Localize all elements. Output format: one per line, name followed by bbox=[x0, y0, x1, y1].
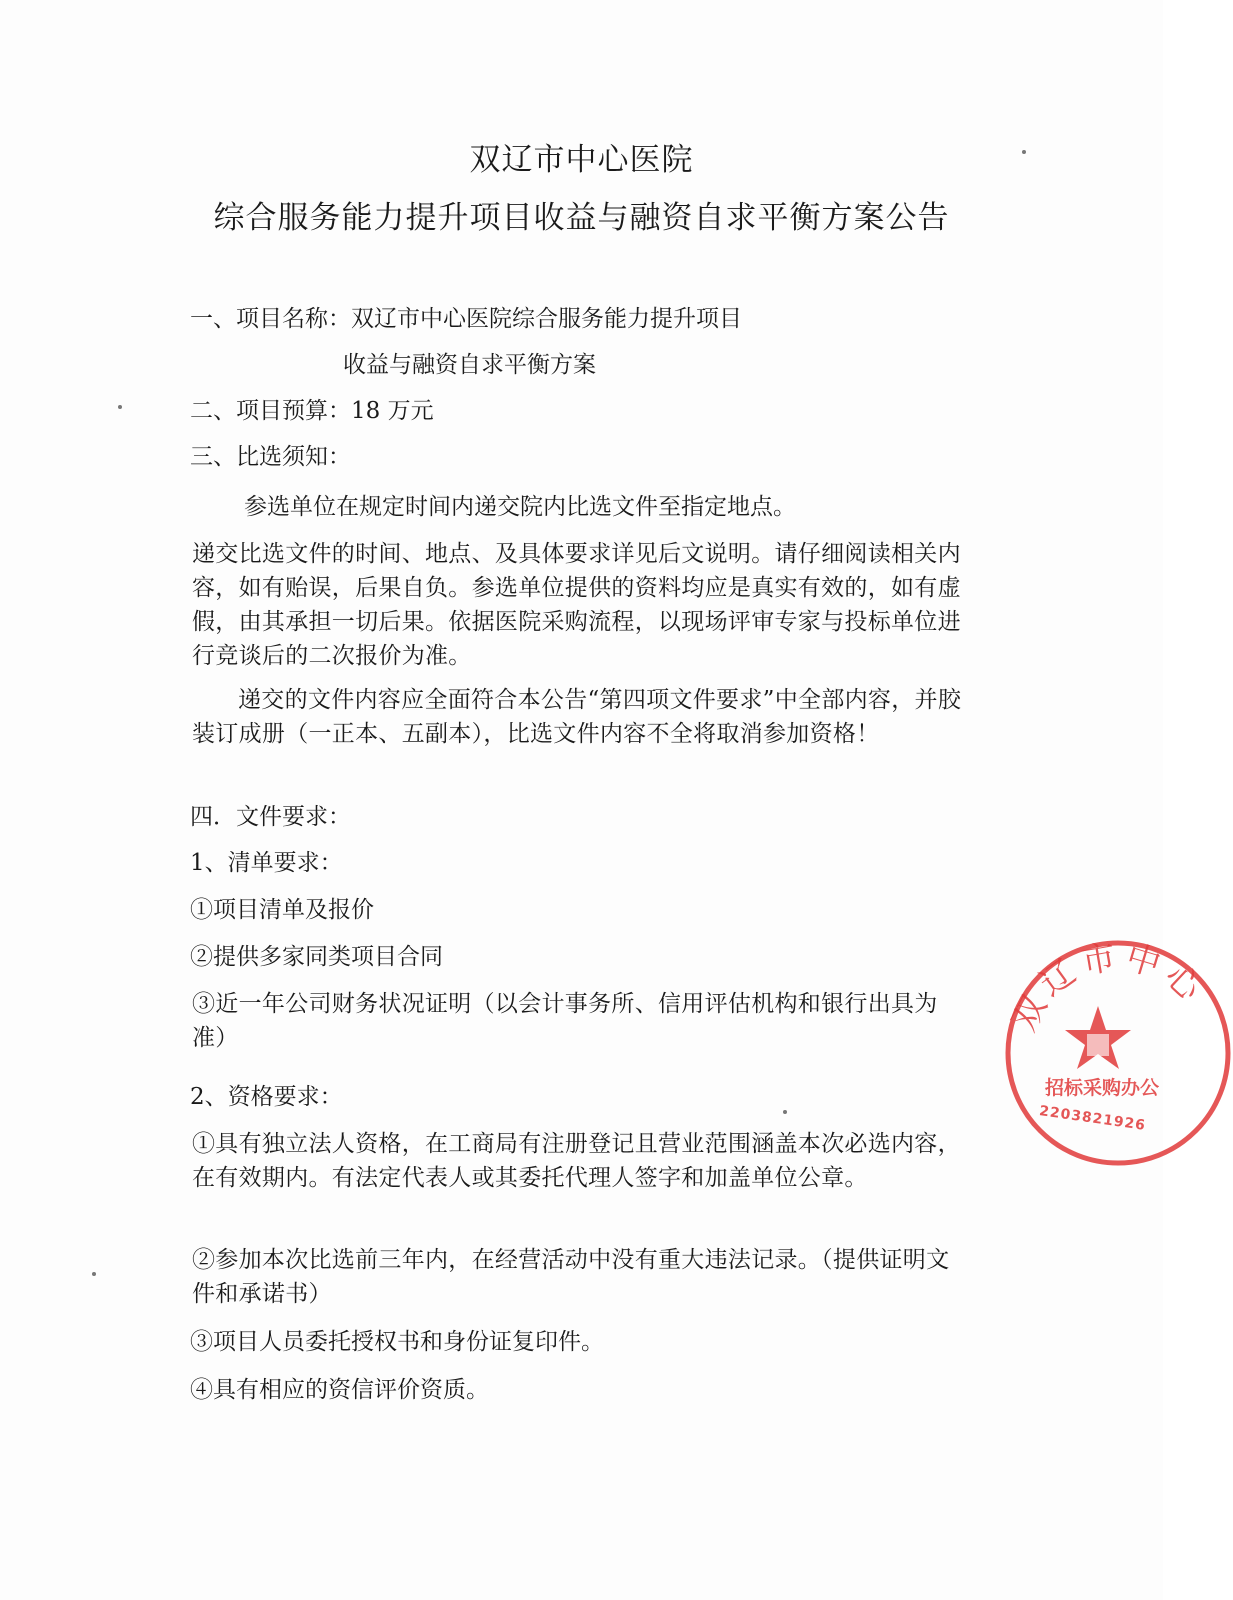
notice-paragraph-2: 递交比选文件的时间、地点、及具体要求详见后文说明。请仔细阅读相关内容，如有贻误，后果自负。参选单位提供的资料均应是真实有效的，如有虚假，由其承担一切后果。依据医院采购流程，以现场评审专家与投标单位进行竞谈后的二次报价为准。 bbox=[192, 541, 961, 669]
list-item: ②提供多家同类项目合同 bbox=[190, 944, 443, 970]
notice-paragraph-1: 参选单位在规定时间内递交院内比选文件至指定地点。 bbox=[244, 494, 796, 520]
scan-speck bbox=[118, 405, 122, 409]
item-4-document-requirements: 四．文件要求： bbox=[190, 804, 351, 830]
item-3-notice: 三、比选须知： bbox=[190, 444, 351, 470]
list-item: ①具有独立法人资格，在工商局有注册登记且营业范围涵盖本次必选内容，在有效期内。有法定代表人或其委托代理人签字和加盖单位公章。 bbox=[192, 1131, 961, 1191]
notice-paragraph-3: 递交的文件内容应全面符合本公告“第四项文件要求”中全部内容，并胶装订成册（一正本、五副本），比选文件内容不全将取消参加资格！ bbox=[192, 687, 962, 747]
list-item: ③项目人员委托授权书和身份证复印件。 bbox=[190, 1329, 604, 1355]
scan-speck bbox=[783, 1110, 787, 1114]
item-2-budget: 二、项目预算：18 万元 bbox=[190, 398, 434, 424]
seal-number: 2203821926 bbox=[1038, 1103, 1147, 1134]
sub-1-list-requirements: 1、清单要求： bbox=[190, 850, 343, 876]
official-seal-stamp bbox=[1003, 938, 1233, 1168]
scan-speck bbox=[92, 1272, 96, 1276]
seal-qr-icon bbox=[1087, 1034, 1109, 1056]
item-1-project-name: 一、项目名称：双辽市中心医院综合服务能力提升项目 bbox=[190, 306, 742, 332]
list-item: ①项目清单及报价 bbox=[190, 897, 374, 923]
svg-text:双辽市中心 bbox=[1004, 938, 1213, 1038]
sub-2-qualification-requirements: 2、资格要求： bbox=[190, 1084, 343, 1110]
scan-speck bbox=[1022, 150, 1026, 154]
list-item: ④具有相应的资信评价资质。 bbox=[190, 1377, 489, 1403]
document-title-line-2: 综合服务能力提升项目收益与融资自求平衡方案公告 bbox=[213, 200, 950, 236]
item-1-project-name-continued: 收益与融资自求平衡方案 bbox=[343, 352, 596, 378]
list-item: ②参加本次比选前三年内，在经营活动中没有重大违法记录。（提供证明文件和承诺书） bbox=[192, 1247, 950, 1307]
seal-outer-text: 双辽市中心 bbox=[1004, 938, 1214, 1038]
document-title-line-1: 双辽市中心医院 bbox=[469, 142, 694, 178]
list-item: ③近一年公司财务状况证明（以会计事务所、信用评估机构和银行出具为准） bbox=[192, 991, 938, 1051]
seal-inner-text: 招标采购办公 bbox=[1045, 1077, 1160, 1099]
